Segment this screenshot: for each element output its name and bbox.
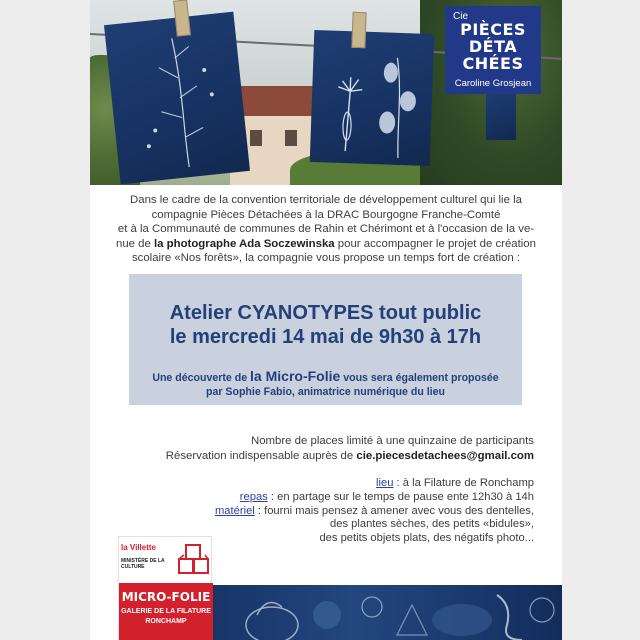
microfolie-town: RONCHAMP	[145, 618, 187, 625]
cyanotype-print	[486, 90, 516, 140]
cyanotype-print	[310, 30, 435, 166]
event-highlight-box	[129, 274, 522, 405]
reservation-line	[114, 449, 534, 464]
microfolie-cubes-icon	[177, 541, 211, 581]
microfolie-label	[119, 583, 213, 640]
event-subtitle-line: par Sophie Fabio, animatrice numérique du lieu	[206, 386, 445, 398]
microfolie-mention: la Micro-Folie	[250, 368, 341, 384]
intro-line: Dans le cadre de la convention territoriale de développement culturel qui lie la	[130, 194, 522, 206]
detail-repas	[114, 491, 534, 505]
booking-info	[114, 434, 534, 463]
house-window	[285, 130, 297, 146]
logo-title	[445, 21, 541, 72]
intro-line	[98, 237, 554, 252]
detail-materiel	[114, 505, 534, 519]
logo-cie: Cie	[453, 11, 469, 22]
detail-value: : à la Filature de Ronchamp	[393, 477, 534, 489]
villette-logo: la Villette	[121, 543, 156, 552]
detail-key: repas	[239, 490, 268, 503]
event-subtitle-line	[129, 369, 522, 385]
detail-lieu	[114, 477, 534, 491]
photographer-name: la photographe Ada Soczewinska	[154, 237, 335, 250]
detail-value: des plantes sèches, des petits «bidules»,	[330, 518, 534, 531]
cyanotype-objects-icon	[212, 585, 562, 640]
logo-title-line: CHÉES	[462, 54, 524, 73]
detail-value: des petits objets plats, des négatifs photo...	[319, 532, 534, 545]
microfolie-venue: GALERIE DE LA FILATURE	[121, 608, 211, 615]
detail-value: : en partage sur le temps de pause ente 12h30 à 14h	[267, 490, 534, 503]
detail-value: : fourni mais pensez à amener avec vous des dentelles,	[254, 504, 534, 517]
event-title	[129, 301, 522, 349]
intro-line: scolaire «Nos forêts», la compagnie vous propose un temps fort de création :	[131, 252, 521, 264]
detail-key: matériel	[214, 504, 255, 517]
intro-line: compagnie Pièces Détachées à la DRAC Bourgogne Franche-Comté	[151, 208, 501, 221]
hero-photo-cyanotypes	[90, 0, 562, 185]
intro-paragraph	[98, 193, 554, 266]
clothespin	[173, 0, 191, 37]
plant-imprint-icon	[104, 12, 250, 185]
reservation-text: Réservation indispensable auprès de	[165, 449, 357, 462]
places-limit: Nombre de places limité à une quinzaine de participants	[250, 435, 534, 447]
microfolie-badge	[118, 536, 212, 640]
subtitle-text: Une découverte de	[152, 372, 251, 384]
intro-text: nue de	[116, 237, 155, 250]
event-poster	[90, 0, 562, 640]
logo-title-line: PIÈCES	[460, 20, 526, 39]
intro-line: et à la Communauté de communes de Rahin et Chérimont et à l'occasion de la ve-	[117, 223, 535, 235]
cyanotype-strip	[212, 585, 562, 640]
house-window	[250, 130, 262, 146]
ministere-logo: MINISTÈRE DE LA CULTURE	[121, 558, 165, 570]
microfolie-title: MICRO-FOLIE	[121, 590, 211, 604]
event-title-line: Atelier CYANOTYPES tout public	[169, 302, 482, 324]
contact-email[interactable]: cie.piecesdetachees@gmail.com	[356, 449, 534, 462]
detail-key: lieu	[376, 477, 394, 489]
flower-imprint-icon	[310, 30, 435, 166]
event-date-line: le mercredi 14 mai de 9h30 à 17h	[169, 326, 482, 348]
subtitle-text: vous sera également proposée	[340, 372, 499, 384]
cyanotype-print	[104, 12, 250, 185]
event-subtitle	[129, 369, 522, 399]
company-logo	[445, 6, 541, 94]
logo-title-line: DÉTA	[468, 37, 518, 56]
logo-subtitle: Caroline Grosjean	[454, 78, 532, 89]
intro-text: pour accompagner le projet de création	[334, 237, 536, 250]
clothespin	[351, 12, 366, 48]
